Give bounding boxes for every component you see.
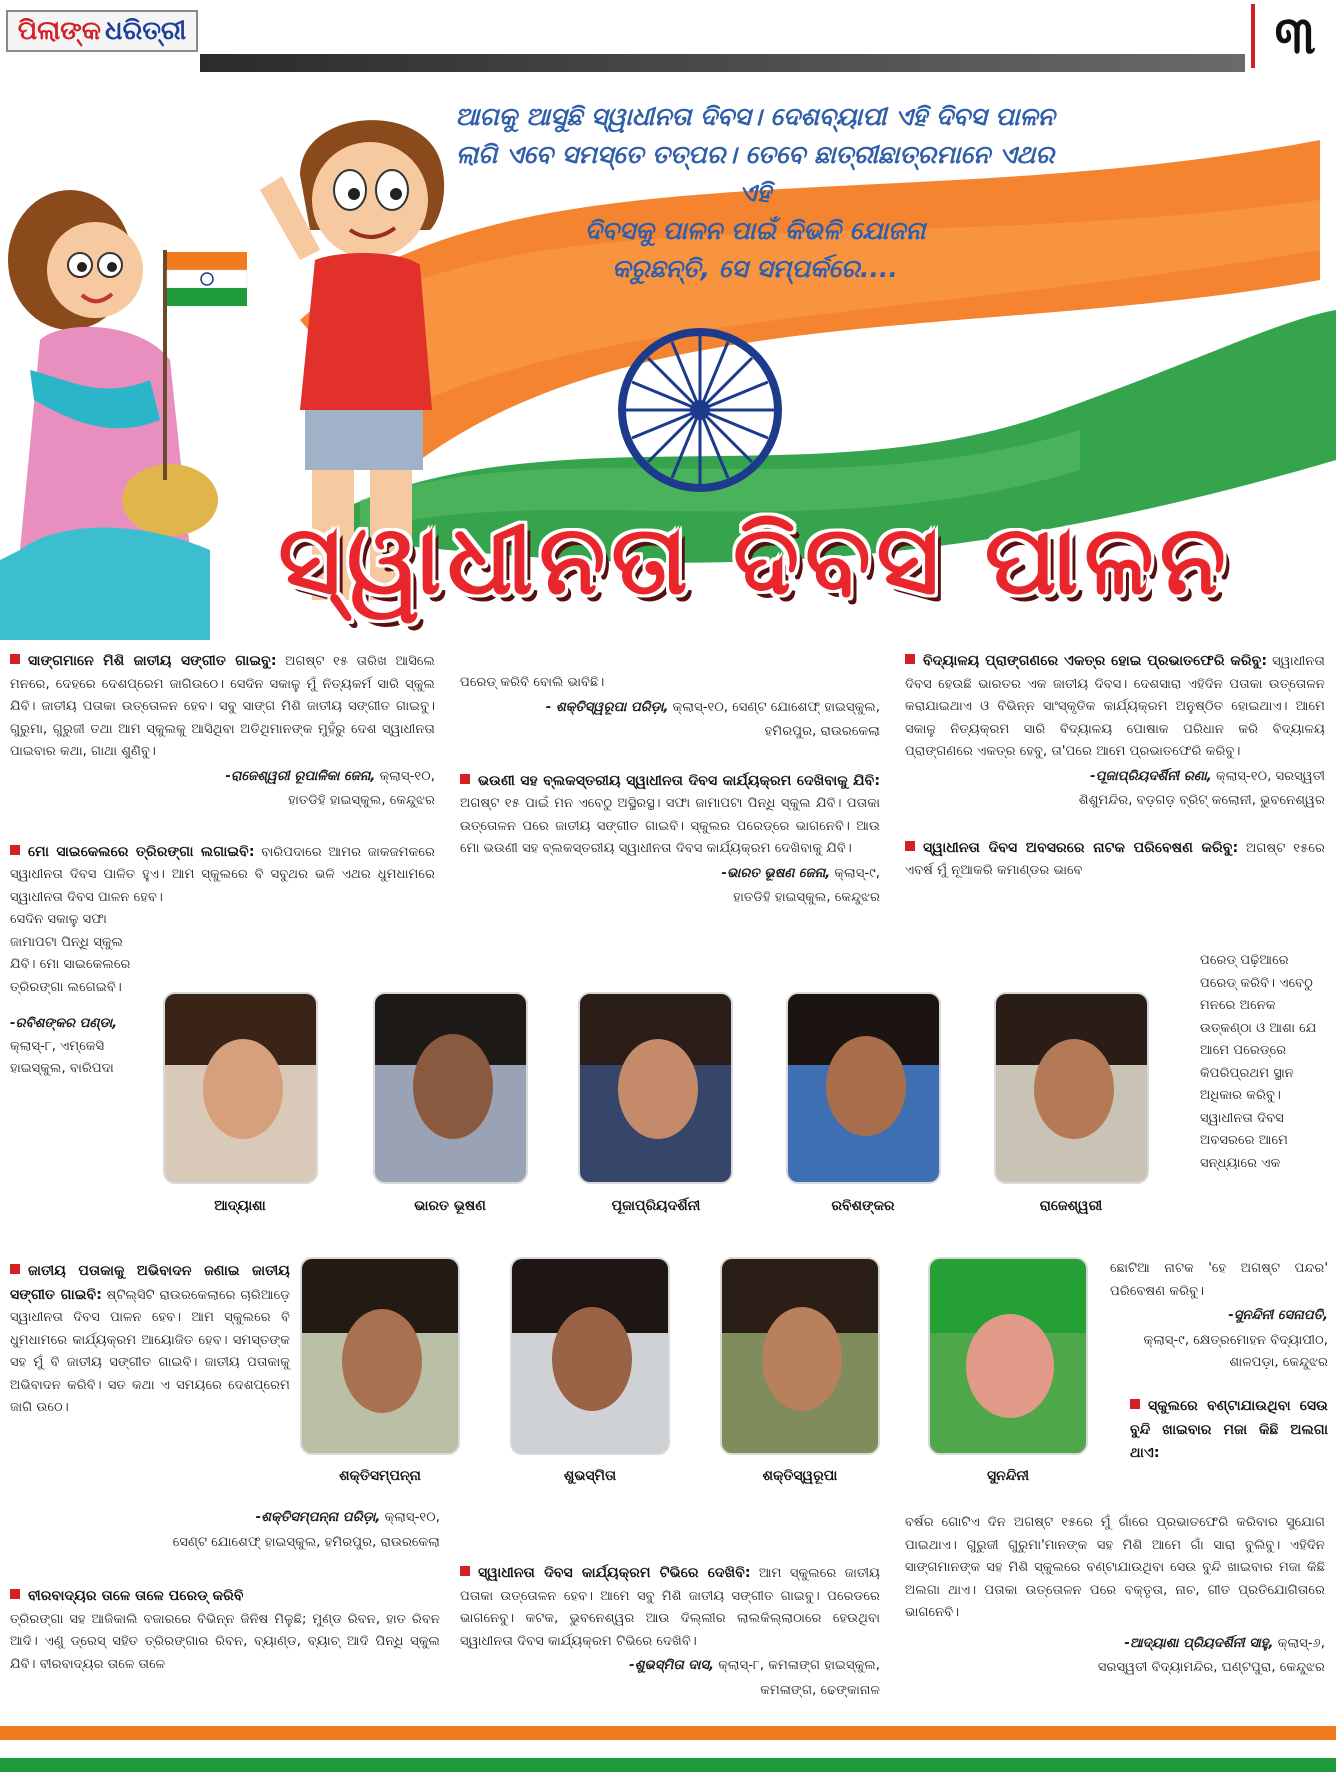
article-7 xyxy=(905,650,1325,813)
page-number: ୩ xyxy=(1274,5,1316,66)
article-6 xyxy=(460,1562,880,1702)
photo-caption: ଶକ୍ତିସ୍ୱରୂପା xyxy=(762,1468,838,1484)
student-photo[interactable] xyxy=(300,1257,460,1455)
article-9-head xyxy=(1130,1395,1328,1466)
article-body: ଅଗଷ୍ଟ ୧୫ରେ ଏବର୍ଷ ମୁଁ ନୂଆକରି କମାଣ୍ଡର ଭାବେ xyxy=(905,840,1325,878)
article-8 xyxy=(905,837,1325,883)
column-3 xyxy=(905,650,1325,883)
student-photo[interactable] xyxy=(578,992,733,1184)
byline: - ଶକ୍ତିସ୍ୱରୂପା ପରିଡ଼ା, କ୍ଲାସ୍‌-୧୦, ସେଣ୍ଟ ଯୋଶେଫ୍‌ ହାଇସ୍କୁଲ, xyxy=(545,699,880,715)
article-8-narrow xyxy=(1200,950,1328,1175)
ashoka-chakra-icon xyxy=(622,332,778,488)
article-8-end xyxy=(1110,1258,1328,1375)
page-title: ସ୍ୱାଧୀନତା ଦିବସ ପାଳନ xyxy=(278,504,1232,616)
article-3 xyxy=(10,1260,290,1420)
photo-caption: ଭାରତ ଭୂଷଣ xyxy=(414,1198,486,1214)
article-body: ସ୍ୱାଧୀନତା ଦିବସ ହେଉଛି ଭାରତର ଏକ ଜାତୀୟ ଦିବସ। ଦେଶସାରା ଏହିଦିନ ପତାକା ଉତ୍ତୋଳନ କରାଯାଇଥାଏ ଓ ବିଭିନ୍ନ ସାଂସ୍କୃତିକ କାର୍ଯ୍ୟକ୍ରମ ଅନୁଷ୍ଠିତ ହୋଇଥାଏ। ଆମେ ସକାଳୁ ନିତ୍ୟକ୍ରମ ସାରି ବିଦ୍ୟାଳୟ ପୋଷାକ ପରିଧାନ କରି ବିଦ୍ୟାଳୟ ପ୍ରାଙ୍ଗଣରେ ଏକତ୍ର ହେବୁ, ତା'ପରେ ଆମେ ପ୍ରଭାତଫେରି କରିବୁ। xyxy=(905,654,1325,759)
article-body: ବର୍ଷର ଗୋଟିଏ ଦିନ ଅଗଷ୍ଟ ୧୫ରେ ମୁଁ ଗାଁରେ ପ୍ରଭାତଫେରି କରିବାର ସୁଯୋଗ ପାଇଥାଏ। ଗୁରୁଜୀ ଗୁରୁମା'ମାନଙ୍କ ସହ ମିଶି ଆମେ ଗାଁ ସାରା ବୁଲିବୁ। ଏହିଦିନ ସାଙ୍ଗମାନଙ୍କ ସହ ମିଶି ସ୍କୁଲରେ ବଣ୍ଟାଯାଉଥିବା ସେଉ ବୁନ୍ଦି ଖାଇବାର ମଜା କିଛି ଅଲଗା ଥାଏ। ପତାକା ଉତ୍ତୋଳନ ପରେ ବକ୍ତୃତା, ନାଚ, ଗୀତ ପ୍ରତିଯୋଗିତାରେ ଭାଗନେବି। xyxy=(905,1515,1325,1620)
bullet-icon xyxy=(10,1264,20,1274)
brand-part2: ଧରିତ୍ରୀ xyxy=(105,15,187,46)
article-heading: ମୋ ସାଇକେଲରେ ତ୍ରିରଙ୍ଗା ଲଗାଇବି: xyxy=(28,843,255,860)
student-photo[interactable] xyxy=(786,992,941,1184)
article-body: ଅଗଷ୍ଟ ୧୫ ତାରିଖ ଆସିଲେ ମନରେ, ଦେହରେ ଦେଶପ୍ରେମ ଜାଗିଉଠେ। ସେଦିନ ସକାଳୁ ମୁଁ ନିତ୍ୟକର୍ମ ସାରି ସ୍କୁଲ ଯିବି। ଜାତୀୟ ପତାକା ଉତ୍ତୋଳନ ହେବ। ସବୁ ସାଙ୍ଗ ମିଶି ଜାତୀୟ ସଙ୍ଗୀତ ଗାଇବୁ। ଗୁରୁମା, ଗୁରୁଜୀ ତଥା ଆମ ସ୍କୁଲକୁ ଆସିଥିବା ଅତିଥିମାନଙ୍କ ମୁହଁରୁ ଦେଶ ସ୍ୱାଧୀନତା ପାଇବାର କଥା, ଗାଥା ଶୁଣିବୁ। xyxy=(10,654,435,759)
bullet-icon xyxy=(460,774,470,784)
byline: -ପୂଜାପ୍ରିୟଦର୍ଶିନୀ ରଣା, କ୍ଲାସ୍‌-୧୦, ସରସ୍ୱତୀ xyxy=(1090,768,1325,784)
byline-school: ହାତଡିହି ହାଇସ୍କୁଲ, କେନ୍ଦୁଝର xyxy=(288,793,435,808)
byline: -ଆଦ୍ୟାଶା ପ୍ରିୟଦର୍ଶିନୀ ସାହୁ, କ୍ଲାସ୍‌-୬, xyxy=(1124,1635,1325,1651)
byline-school: ସରସ୍ୱତୀ ବିଦ୍ୟାମନ୍ଦିର, ଘଣ୍ଟପୁରା, କେନ୍ଦୁଝର xyxy=(1097,1660,1325,1675)
article-4-continued xyxy=(460,672,880,744)
byline-school: ହାତଡିହି ହାଇସ୍କୁଲ, କେନ୍ଦୁଝର xyxy=(733,890,880,905)
article-heading: ଭଉଣୀ ସହ ବ୍ଲକସ୍ତରୀୟ ସ୍ୱାଧୀନତା ଦିବସ କାର୍ଯ୍ୟକ୍ରମ ଦେଖିବାକୁ ଯିବି: xyxy=(478,772,880,789)
article-body-narrow: ପରେଡ୍‌ ପଢ଼ିଆରେ ପରେଡ୍‌ କରିବି। ଏବେଠୁ ମନରେ ଅନେକ ଉତ୍କଣ୍ଠା ଓ ଆଶା ଯେ ଆମେ ପରେଡ୍‌ରେ କିପରିପ୍ରଥମ ସ୍ଥାନ ଅଧିକାର କରିବୁ। ସ୍ୱାଧୀନତା ଦିବସ ଅବସରରେ ଆମେ ସନ୍ଧ୍ୟାରେ ଏକ xyxy=(1200,953,1317,1171)
masthead-bar xyxy=(200,54,1245,72)
article-body: ଅଗଷ୍ଟ ୧୫ ପାଇଁ ମନ ଏବେଠୁ ଅସ୍ଥିରସ୍ଥ। ସଫା ଜାମାପଟା ପିନ୍ଧି ସ୍କୁଲ ଯିବି। ପତାକା ଉତ୍ତୋଳନ ପରେ ଜାତୀୟ ସଙ୍ଗୀତ ଗାଇବି। ସ୍କୁଲର ପରେଡ୍‌ରେ ଭାଗନେବି। ଆଉ ମୋ ଭଉଣୀ ସହ ବ୍ଲକସ୍ତରୀୟ ସ୍ୱାଧୀନତା ଦିବସ କାର୍ଯ୍ୟକ୍ରମ ଦେଖିବାକୁ ଯିବି। xyxy=(460,796,880,856)
photo-caption: ଶକ୍ତିସମ୍ପନ୍ନା xyxy=(339,1468,421,1484)
article-9 xyxy=(905,1512,1325,1680)
brand-part1: ପିଲାଙ୍କ xyxy=(17,15,102,46)
byline-school: କ୍ଲାସ୍‌-୯, କ୍ଷେତ୍ରମୋହନ ବିଦ୍ୟାପୀଠ, ଶାଳପଡ଼ା, କେନ୍ଦୁଝର xyxy=(1143,1332,1328,1370)
article-body-narrow: ସେଦିନ ସକାଳୁ ସଫା ଜାମାପଟା ପିନ୍ଧି ସ୍କୁଲ ଯିବି। ମୋ ସାଇକେଲରେ ତ୍ରିରଙ୍ଗା ଲଗେଇବି। -ରବିଶଙ୍କର ପଣ୍ଡା, କ୍ଲାସ୍‌-୮, ଏମ୍‌କେସି ହାଇସ୍କୁଲ, ବାରିପଦା xyxy=(10,909,135,1081)
article-body: ଷ୍ଟିଲ୍‌ସିଟି ରାଉରକେଲାରେ ଚାରିଆଡ଼େ ସ୍ୱାଧୀନତା ଦିବସ ପାଳନ ହେବ। ଆମ ସ୍କୁଲରେ ବି ଧୁମଧାମରେ କାର୍ଯ୍ୟକ୍ରମ ଆୟୋଜିତ ହେବ। ସମସ୍ତଙ୍କ ସହ ମୁଁ ବି ଜାତୀୟ ସଙ୍ଗୀତ ଗାଇବି। ଜାତୀୟ ପତାକାକୁ ଅଭିବାଦନ କରିବି। ସତ କଥା ଏ ସମୟରେ ଦେଶପ୍ରେମ ଜାଗି ଉଠେ। xyxy=(10,1287,290,1415)
article-heading: ବିଦ୍ୟାଳୟ ପ୍ରାଙ୍ଗଣରେ ଏକତ୍ର ହୋଇ ପ୍ରଭାତଫେରି କରିବୁ: xyxy=(923,653,1268,669)
column-2 xyxy=(460,672,880,910)
article-body: ବାରିପଦାରେ ଆମର ଜାକଜମକରେ ସ୍ୱାଧୀନତା ଦିବସ ପାଳିତ ହୁଏ। ଆମ ସ୍କୁଲରେ ବି ସବୁଥର ଭଳି ଏଥର ଧୁମଧାମରେ ସ୍ୱାଧୀନତା ଦିବସ ପାଳନ ହେବ। xyxy=(10,844,435,905)
article-heading: ସ୍କୁଲରେ ବଣ୍ଟାଯାଉଥିବା ସେଉ ବୁନ୍ଦି ଖାଇବାର ମଜା କିଛି ଅଲଗା ଥାଏ: xyxy=(1130,1398,1328,1461)
byline-school: ହମିରପୁର, ରାଉରକେଲା xyxy=(764,724,880,739)
brand-logo[interactable] xyxy=(6,10,198,52)
bullet-icon xyxy=(905,841,915,851)
article-body: ଆମ ସ୍କୁଲରେ ଜାତୀୟ ପତାକା ଉତ୍ତୋଳନ ହେବ। ଆମେ ସବୁ ମିଶି ଜାତୀୟ ସଙ୍ଗୀତ ଗାଇବୁ। ପରେଡରେ ଭାଗନେବୁ। କଟକ, ଭୁବନେଶ୍ୱର ଆଉ ଦିଲ୍ଲୀର ଲାଲକିଲ୍ଲାଠାରେ ହେଉଥିବା ସ୍ୱାଧୀନତା ଦିବସ କାର୍ଯ୍ୟକ୍ରମ ଟିଭିରେ ଦେଖିବି। xyxy=(460,1566,880,1649)
photo-caption: ରବିଶଙ୍କର xyxy=(831,1198,895,1214)
page-number-rule xyxy=(1251,4,1255,68)
article-1 xyxy=(10,650,435,813)
bullet-icon xyxy=(10,1589,20,1599)
byline-school: ଶିଶୁମନ୍ଦିର, ବଡ଼ଗଡ଼ ବ୍ରିଟ୍‌ କଲୋନୀ, ଭୁବନେଶ୍ୱର xyxy=(1078,793,1325,808)
footer-saffron-stripe xyxy=(0,1726,1336,1740)
byline: -ଶକ୍ତିସମ୍ପନ୍ନା ପରିଡ଼ା, କ୍ଲାସ୍‌-୧୦, xyxy=(255,1510,440,1525)
student-photo[interactable] xyxy=(720,1257,880,1455)
student-photo[interactable] xyxy=(994,992,1149,1184)
article-body: ଛୋଟିଆ ନାଟକ 'ହେ ଅଗଷ୍ଟ ପନ୍ଦର' ପରିବେଷଣ କରିବୁ। xyxy=(1110,1261,1328,1299)
student-photo[interactable] xyxy=(510,1257,670,1455)
student-photo[interactable] xyxy=(373,992,528,1184)
intro-line: କରୁଛନ୍ତି, ସେ ସମ୍ପର୍କରେ.... xyxy=(612,254,898,283)
bullet-icon xyxy=(10,845,20,855)
byline-school: ସେଣ୍ଟ ଯୋଶେଫ୍‌ ହାଇସ୍କୁଲ, ହମିରପୁର, ରାଉରକେଲା xyxy=(172,1534,440,1550)
photo-caption: ସୁନନ୍ଦିନୀ xyxy=(986,1468,1030,1484)
bullet-icon xyxy=(10,654,20,664)
article-body: ତ୍ରିରଙ୍ଗା ସହ ଆଜିକାଲି ବଜାରରେ ବିଭିନ୍ନ ଜିନିଷ ମିଳୁଛି; ମୁଣ୍ଡ ରିବନ, ହାତ ରିବନ ଆଦି। ଏଣୁ ଡ୍ରେସ୍‌ ସହିତ ତ୍ରିରଙ୍ଗାର ରିବନ, ବ୍ୟାଣ୍ଡ, ବ୍ୟାଚ୍‌ ଆଦି ପିନ୍ଧି ସ୍କୁଲ ଯିବି। ବୀରବାଦ୍ୟର ତାଳେ ତାଳେ xyxy=(10,1611,440,1672)
intro-line: ଦିବସକୁ ପାଳନ ପାଇଁ କିଭଳି ଯୋଜନା xyxy=(584,216,926,245)
bullet-icon xyxy=(1130,1399,1140,1409)
article-4 xyxy=(10,1585,440,1676)
photo-caption: ରାଜେଶ୍ୱରୀ xyxy=(1039,1198,1103,1214)
article-body: ପରେଡ୍‌ କରିବି ବୋଲି ଭାବିଛି। xyxy=(460,675,605,690)
byline: -ଶୁଭସ୍ମିତା ଦାସ, କ୍ଲାସ୍‌-୮, କମଳାଙ୍ଗ ହାଇସ୍କୁଲ, xyxy=(629,1658,880,1673)
byline: -ସୁନନ୍ଦିନୀ ସେନାପତି, xyxy=(1228,1308,1328,1323)
article-heading: ସ୍ୱାଧୀନତା ଦିବସ କାର୍ଯ୍ୟକ୍ରମ ଟିଭିରେ ଦେଖିବି: xyxy=(478,1565,751,1581)
article-heading: ସ୍ୱାଧୀନତା ଦିବସ ଅବସରରେ ନାଟକ ପରିବେଷଣ କରିବୁ: xyxy=(923,839,1239,856)
article-5 xyxy=(460,770,880,910)
byline: -ଭାରତ ଭୂଷଣ ଜେନା, କ୍ଲାସ୍‌-୯, xyxy=(721,865,880,881)
article-heading: ଜାତୀୟ ପତାକାକୁ ଅଭିବାଦନ ଜଣାଇ ଜାତୀୟ ସଙ୍ଗୀତ ଗାଇବି: xyxy=(10,1263,290,1303)
footer-green-stripe xyxy=(0,1758,1336,1772)
bullet-icon xyxy=(460,1566,470,1576)
intro-line: ଆଗକୁ ଆସୁଛି ସ୍ୱାଧୀନତା ଦିବସ। ଦେଶବ୍ୟାପୀ ଏହି ଦିବସ ପାଳନ xyxy=(455,102,1055,131)
banner xyxy=(0,80,1336,640)
article-3-byline xyxy=(10,1505,440,1554)
bullet-icon xyxy=(905,654,915,664)
masthead xyxy=(0,0,1336,72)
byline: -ରବିଶଙ୍କର ପଣ୍ଡା, କ୍ଲାସ୍‌-୮, ଏମ୍‌କେସି ହାଇସ୍କୁଲ, ବାରିପଦା xyxy=(10,1016,118,1076)
photo-caption: ଆଦ୍ୟାଶା xyxy=(214,1198,266,1214)
byline-school: କମଳାଙ୍ଗ, ଢେଙ୍କାନାଳ xyxy=(760,1682,880,1698)
article-heading: ସାଙ୍ଗମାନେ ମିଶି ଜାତୀୟ ସଙ୍ଗୀତ ଗାଇବୁ: xyxy=(28,653,277,669)
intro-text xyxy=(445,98,1065,288)
intro-line: ଲାଗି ଏବେ ସମସ୍ତେ ତତ୍ପର। ତେବେ ଛାତ୍ରୀଛାତ୍ରମାନେ ଏଥର ଏହି xyxy=(455,140,1055,207)
student-photo[interactable] xyxy=(928,1257,1088,1455)
photo-caption: ପୂଜାପ୍ରିୟଦର୍ଶିନୀ xyxy=(611,1198,701,1214)
photo-caption: ଶୁଭସ୍ମିତା xyxy=(563,1468,617,1484)
byline: -ରାଜେଶ୍ୱରୀ ରୂପାଳିକା ଜେନା, କ୍ଲାସ୍‌-୧୦, xyxy=(225,768,435,784)
article-heading: ବୀରବାଦ୍ୟର ତାଳେ ତାଳେ ପରେଡ୍‌ କରିବି xyxy=(28,1588,244,1604)
student-photo[interactable] xyxy=(163,992,318,1184)
